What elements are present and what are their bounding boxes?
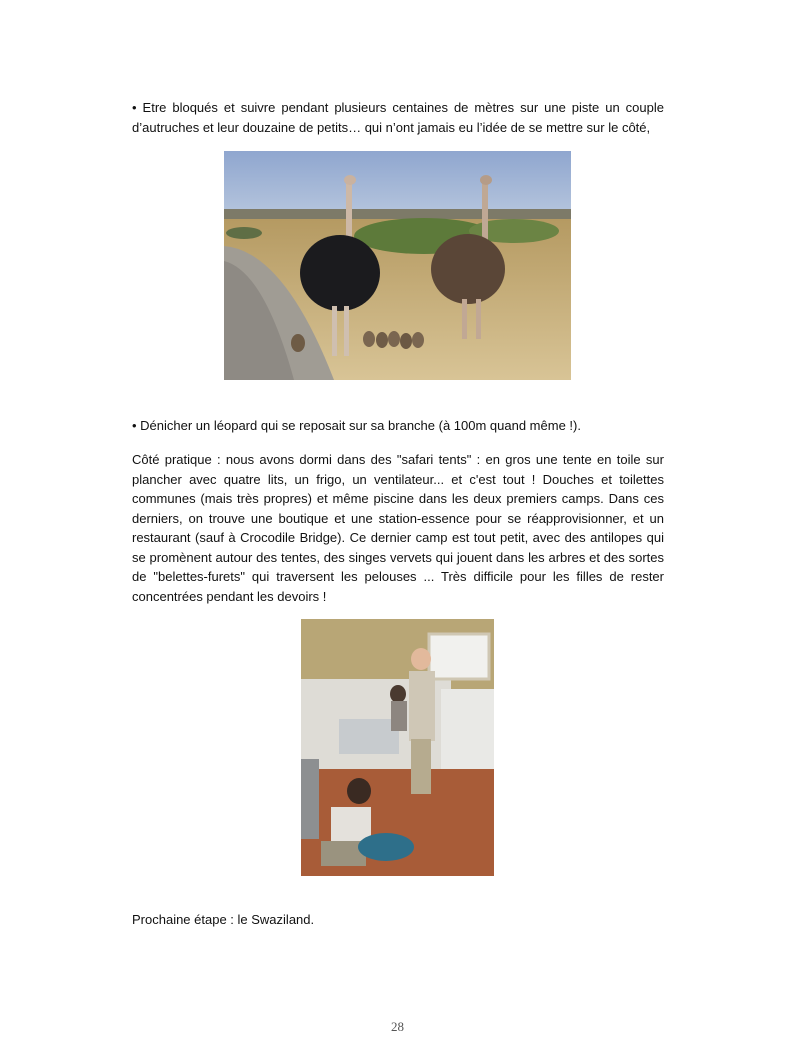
ostrich-photo	[224, 151, 571, 380]
page-number: 28	[391, 1019, 404, 1034]
paragraph-leopard: • Dénicher un léopard qui se reposait sur sa branche (à 100m quand même !).	[132, 418, 581, 433]
paragraph-practical: Côté pratique : nous avons dormi dans des "safari tents" : en gros une tente en toile sur plancher avec quatre lits, un frigo, un ventilateur... et c'est tout ! Douches et toilettes communes (mais très propres) et même piscine dans les deux premiers camps. Dans ces derniers, on trouve une boutique et une station-essence pour se réapprovisionner, et un restaurant (sauf à Crocodile Bridge). Ce dernier camp est tout petit, avec des antilopes qui se promènent autour des tentes, des singes vervets qui jouent dans les arbres et des sortes de "belettes-furets" qui traversent les pelouses ... Très difficile pour les filles de rester concentrées pendant les devoirs !	[132, 452, 664, 604]
paragraph-ostriches: • Etre bloqués et suivre pendant plusieurs centaines de mètres sur une piste un couple d’autruches et leur douzaine de petits… qui n’ont jamais eu l’idée de se mettre sur le côté,	[132, 100, 664, 135]
laundry-photo	[301, 619, 494, 876]
paragraph-next-stage: Prochaine étape : le Swaziland.	[132, 912, 315, 927]
